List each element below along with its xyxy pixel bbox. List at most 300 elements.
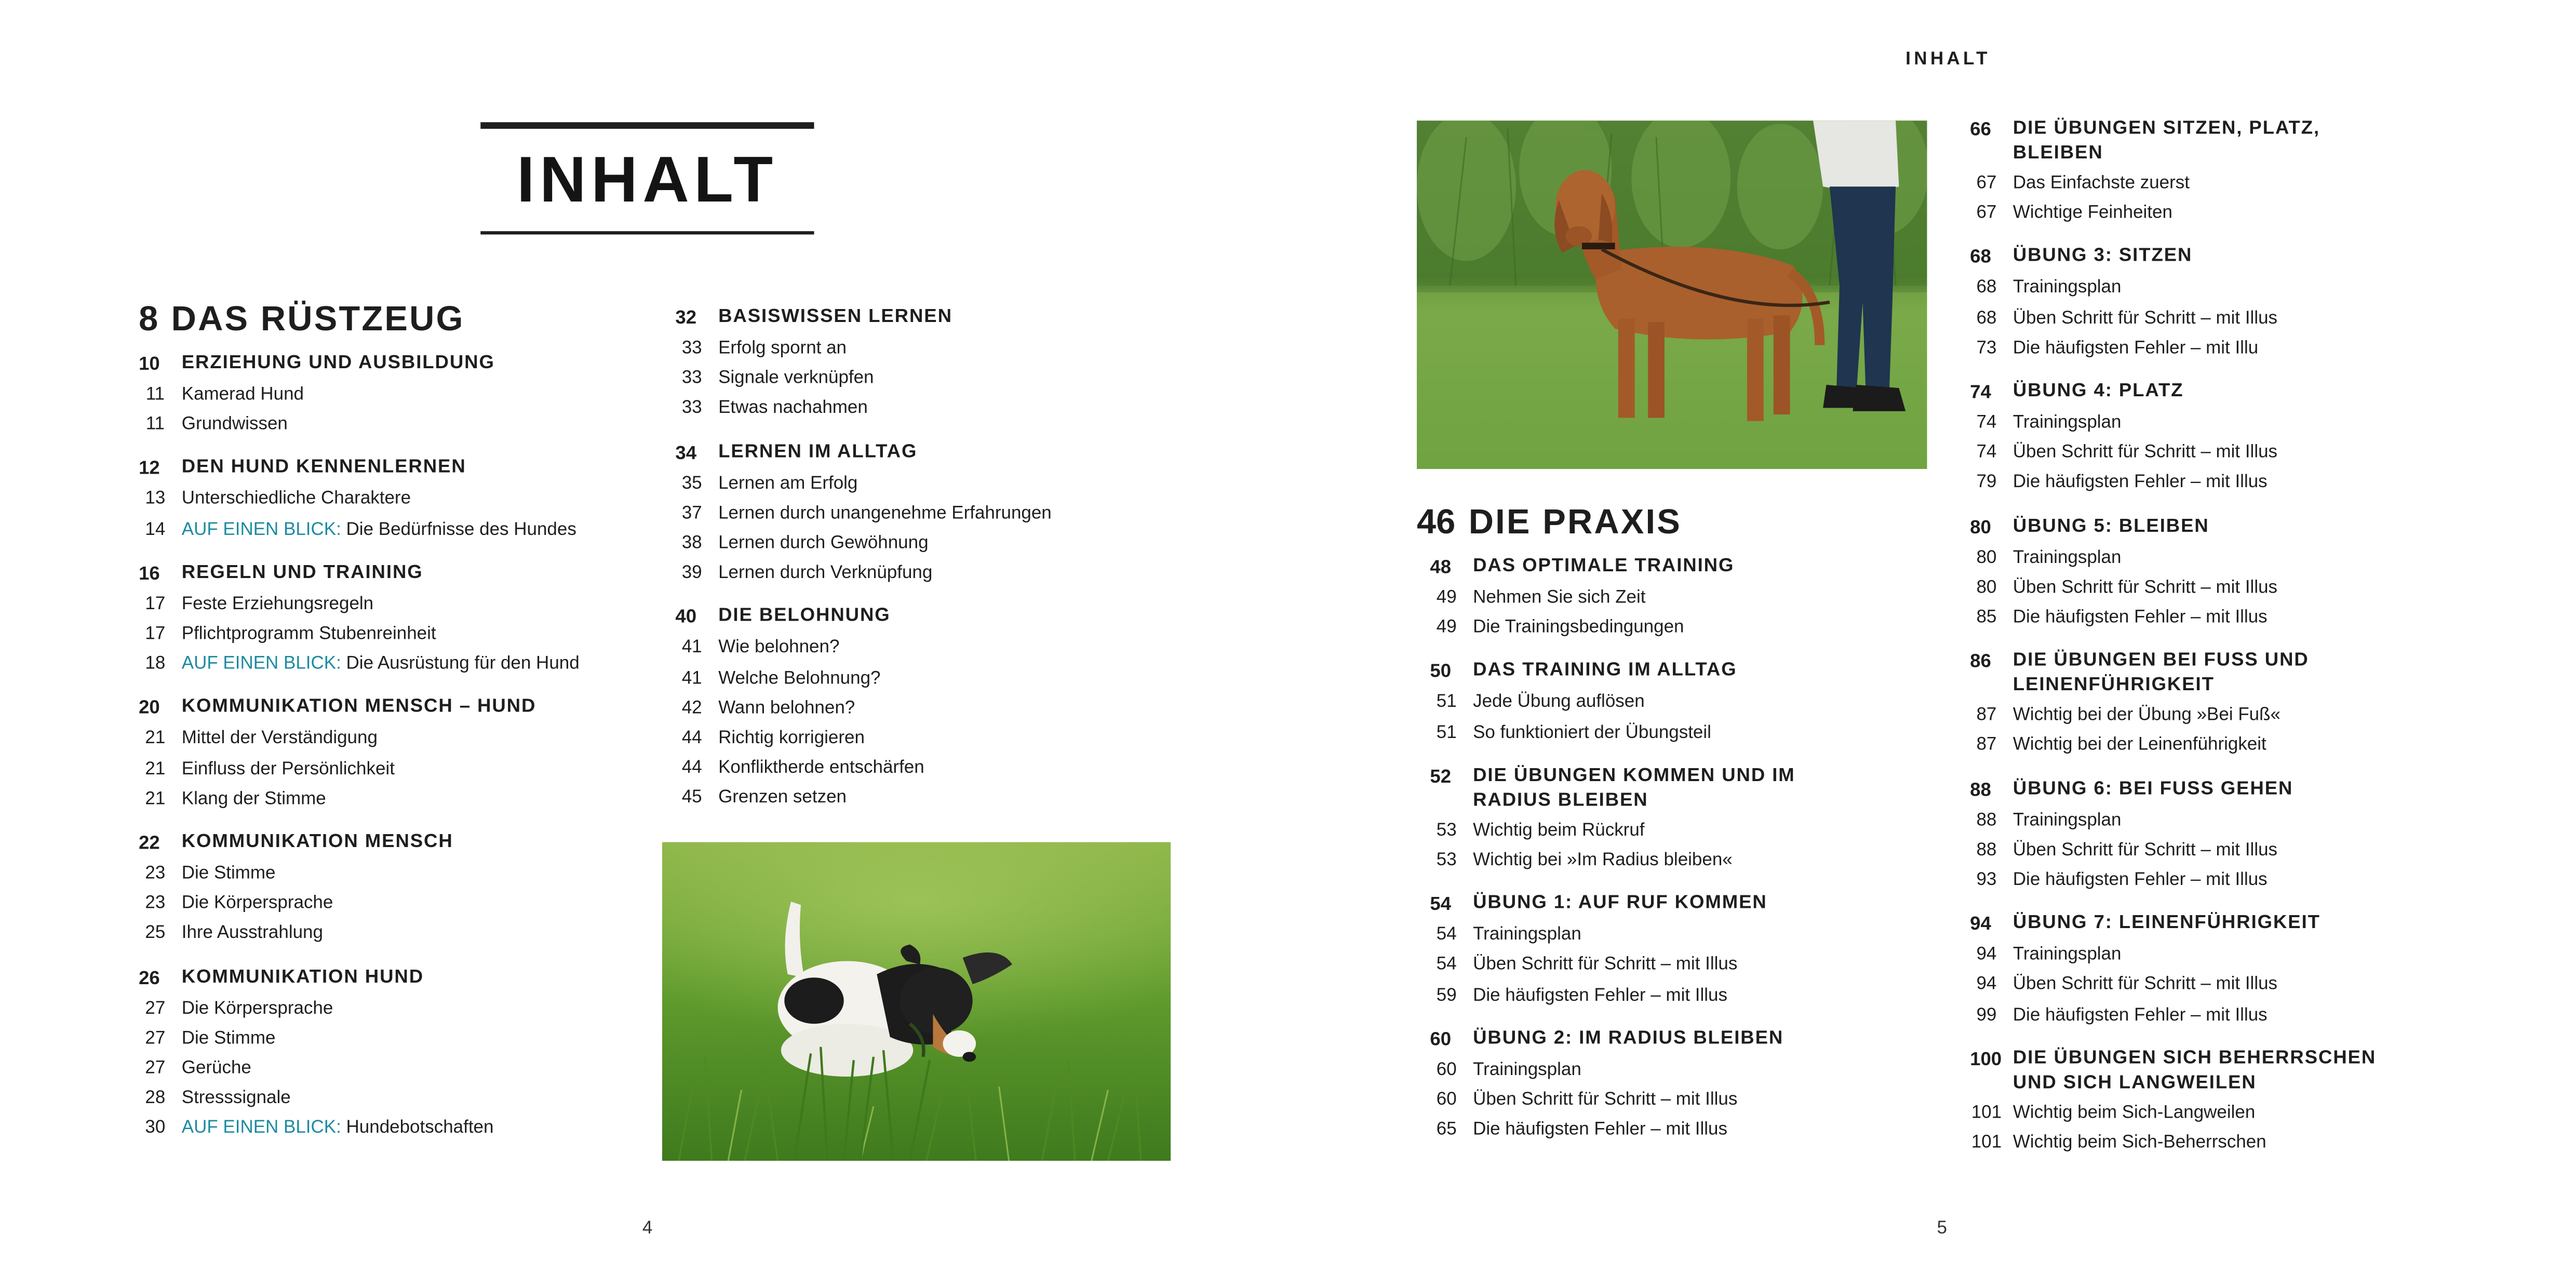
entry-page-number: 88 — [1976, 810, 1997, 830]
entry-title: Die häufigsten Fehler – mit Illus — [2013, 1005, 2268, 1025]
entry-text — [2013, 408, 2122, 438]
toc-entry — [1970, 573, 2465, 603]
toc-entry — [139, 649, 634, 679]
entry-page-number: 67 — [1976, 173, 1997, 193]
toc-entry — [139, 919, 634, 949]
toc-section — [1430, 660, 1925, 748]
toc-section — [1970, 117, 2465, 229]
entry-text — [1473, 688, 1645, 718]
entry-title: Üben Schritt für Schritt – mit Illus — [1473, 1090, 1738, 1110]
section-heading — [139, 696, 634, 722]
toc-section — [1430, 892, 1925, 1011]
entry-page-number: 73 — [1976, 338, 1997, 358]
toc-entry — [1430, 815, 1925, 846]
toc-entry — [1970, 731, 2465, 761]
entry-text — [2013, 273, 2122, 303]
section-page-number: 32 — [675, 308, 697, 329]
part-heading — [1417, 504, 1925, 543]
entry-page-number: 23 — [145, 893, 166, 914]
entry-page-number: 27 — [145, 1028, 166, 1049]
entry-text — [182, 1024, 276, 1054]
section-heading — [1430, 892, 1925, 919]
section-page-number: 52 — [1430, 767, 1452, 788]
section-title: DIE BELOHNUNG — [718, 607, 891, 627]
entry-text — [1473, 950, 1737, 981]
entry-title: Die Stimme — [181, 863, 276, 884]
entry-page-number: 80 — [1976, 578, 1997, 598]
entry-text — [1473, 920, 1581, 950]
entry-title: Trainingsplan — [1473, 1059, 1581, 1080]
puppy-photo — [662, 842, 1171, 1161]
entry-title: So funktioniert der Übungsteil — [1473, 722, 1711, 743]
entry-text — [2013, 1000, 2268, 1030]
entry-page-number: 87 — [1976, 705, 1997, 726]
entry-title: Unterschiedliche Charaktere — [181, 489, 411, 509]
entry-text — [2013, 1098, 2256, 1128]
entry-page-number: 101 — [1971, 1133, 2002, 1153]
toc-entry — [1970, 333, 2465, 364]
entry-title: Mittel der Verständigung — [181, 729, 378, 749]
entry-title: Trainingsplan — [2013, 945, 2122, 965]
entry-title: Lernen durch unangenehme Erfahrungen — [718, 503, 1052, 524]
entry-text — [2013, 805, 2122, 835]
entry-title: Lernen durch Verknüpfung — [718, 563, 933, 584]
entry-page-number: 13 — [145, 489, 166, 509]
entry-title: Wann belohnen? — [718, 698, 855, 718]
entry-title: Die häufigsten Fehler – mit Illus — [2013, 473, 2268, 493]
entry-page-number: 68 — [1976, 278, 1997, 298]
entry-title: Gerüche — [181, 1058, 251, 1079]
toc-entry — [1970, 1000, 2465, 1030]
entry-text — [1473, 1085, 1737, 1115]
entry-title: Pflichtprogramm Stubenreinheit — [181, 624, 436, 645]
toc-entry — [1970, 273, 2465, 303]
entry-page-number: 51 — [1436, 722, 1457, 743]
section-title: ÜBUNG 2: IM RADIUS BLEIBEN — [1473, 1028, 1784, 1049]
entry-page-number: 41 — [681, 668, 702, 688]
section-heading — [1970, 1046, 2465, 1096]
toc-entry — [675, 499, 1171, 529]
part-title: DAS RÜSTZEUG — [171, 300, 465, 339]
entry-text — [2013, 701, 2280, 731]
dog-photo — [1417, 120, 1927, 469]
entry-title: Grundwissen — [181, 414, 288, 435]
toc-section — [1970, 912, 2465, 1030]
entry-text — [2013, 940, 2122, 970]
entry-title: Die häufigsten Fehler – mit Illus — [2013, 608, 2268, 628]
entry-page-number: 35 — [681, 473, 702, 493]
section-page-number: 48 — [1430, 558, 1452, 578]
entry-page-number: 17 — [145, 594, 166, 614]
entry-page-number: 49 — [1436, 618, 1457, 638]
toc-section — [1430, 1027, 1925, 1145]
entry-page-number: 51 — [1436, 692, 1457, 713]
toc-entry — [1430, 846, 1925, 876]
entry-page-number: 53 — [1436, 850, 1457, 870]
section-heading — [675, 440, 1171, 467]
section-title: ÜBUNG 6: BEI FUSS GEHEN — [2013, 779, 2293, 799]
toc-entry — [1970, 408, 2465, 438]
section-page-number: 88 — [1970, 780, 1991, 800]
entry-page-number: 38 — [681, 533, 702, 554]
entry-page-number: 27 — [145, 1058, 166, 1079]
section-page-number: 26 — [139, 969, 160, 989]
toc-section — [139, 561, 634, 679]
entry-text — [182, 1054, 251, 1084]
entry-title: Die häufigsten Fehler – mit Illus — [1473, 1120, 1727, 1140]
toc-section — [1970, 1046, 2465, 1158]
section-heading — [1970, 515, 2465, 541]
entry-text — [2013, 603, 2268, 633]
entry-page-number: 21 — [145, 789, 166, 809]
entry-title: Signale verknüpfen — [718, 368, 874, 388]
section-page-number: 16 — [139, 564, 160, 584]
toc-entry — [1970, 1128, 2465, 1158]
section-heading — [1430, 764, 1925, 814]
toc-entry — [1430, 920, 1925, 950]
entry-text — [2013, 1128, 2266, 1158]
title-rule-top — [480, 122, 814, 129]
toc-entry — [675, 633, 1171, 663]
entry-title: Jede Übung auflösen — [1473, 692, 1645, 713]
toc-column-1 — [139, 301, 634, 1160]
entry-page-number: 33 — [681, 368, 702, 388]
toc-section — [1430, 555, 1925, 643]
entry-page-number: 101 — [1971, 1103, 2002, 1123]
entry-text — [1473, 980, 1727, 1010]
entry-page-number: 79 — [1976, 473, 1997, 493]
entry-text — [718, 468, 857, 499]
section-heading — [139, 965, 634, 992]
toc-entry — [1970, 701, 2465, 731]
section-heading — [1430, 1027, 1925, 1053]
entry-text — [1473, 583, 1645, 613]
entry-page-number: 94 — [1976, 975, 1997, 995]
entry-page-number: 54 — [1436, 955, 1457, 975]
entry-page-number: 33 — [681, 338, 702, 358]
entry-title: Trainingsplan — [2013, 810, 2122, 830]
entry-title: Wichtig beim Sich-Langweilen — [2013, 1103, 2256, 1123]
section-page-number: 94 — [1970, 915, 1991, 935]
entry-title: Die häufigsten Fehler – mit Illu — [2013, 338, 2259, 358]
toc-entry — [1430, 950, 1925, 981]
section-page-number: 100 — [1970, 1050, 2002, 1070]
entry-title: Wichtig beim Sich-Beherrschen — [2013, 1133, 2266, 1153]
toc-entry — [675, 468, 1171, 499]
toc-section — [139, 696, 634, 814]
entry-page-number: 11 — [145, 414, 165, 435]
section-page-number: 34 — [675, 444, 697, 464]
entry-title: Wichtig bei der Leinenführigkeit — [2013, 735, 2266, 756]
entry-text — [718, 333, 847, 364]
entry-text — [1473, 1055, 1581, 1085]
section-title: KOMMUNIKATION MENSCH – HUND — [181, 697, 536, 718]
entry-title: Wichtig bei »Im Radius bleiben« — [1473, 850, 1733, 870]
entry-page-number: 87 — [1976, 735, 1997, 756]
toc-entry — [1970, 438, 2465, 468]
toc-entry — [139, 619, 634, 649]
entry-page-number: 74 — [1976, 412, 1997, 433]
entry-title: Ihre Ausstrahlung — [181, 923, 323, 944]
toc-entry — [139, 754, 634, 784]
entry-text — [1473, 846, 1733, 876]
entry-title: Die Körpersprache — [181, 893, 333, 914]
section-title: LERNEN IM ALLTAG — [718, 441, 918, 462]
entry-title: Erfolg spornt an — [718, 338, 847, 358]
entry-title: Lernen durch Gewöhnung — [718, 533, 929, 554]
section-page-number: 12 — [139, 460, 160, 480]
section-heading — [1970, 380, 2465, 406]
entry-title: Üben Schritt für Schritt – mit Illus — [2013, 975, 2278, 995]
auf-einen-blick-label: AUF EINEN BLICK: — [181, 519, 346, 540]
toc-section — [139, 830, 634, 949]
toc-entry — [139, 1054, 634, 1084]
part-number: 46 — [1416, 503, 1456, 542]
toc-entry — [139, 724, 634, 754]
entry-title: Trainingsplan — [1473, 925, 1581, 945]
entry-title: Konfliktherde entschärfen — [718, 758, 924, 779]
entry-title: Die Körpersprache — [181, 998, 333, 1018]
entry-page-number: 94 — [1976, 945, 1997, 965]
section-page-number: 20 — [139, 699, 160, 719]
entry-page-number: 41 — [681, 638, 702, 658]
toc-section — [675, 305, 1171, 424]
toc-entry — [1430, 688, 1925, 718]
entry-page-number: 99 — [1976, 1005, 1997, 1025]
puppy-in-grass-photo — [662, 842, 1171, 1161]
entry-text — [2013, 573, 2277, 603]
running-head: INHALT — [1906, 49, 1991, 70]
toc-section — [1970, 777, 2465, 895]
section-title: ÜBUNG 3: SITZEN — [2013, 247, 2193, 267]
part-number: 8 — [139, 300, 158, 339]
toc-entry — [675, 754, 1171, 784]
entry-title: Üben Schritt für Schritt – mit Illus — [2013, 308, 2278, 328]
toc-entry — [675, 394, 1171, 424]
entry-text — [182, 619, 436, 649]
entry-page-number: 30 — [145, 1118, 166, 1139]
toc-entry — [1430, 980, 1925, 1010]
title-block — [480, 122, 814, 234]
toc-entry — [1970, 543, 2465, 573]
entry-text — [182, 1084, 291, 1114]
part-heading — [139, 301, 634, 340]
section-page-number: 10 — [139, 355, 160, 375]
section-heading — [675, 605, 1171, 632]
entry-page-number: 54 — [1436, 925, 1457, 945]
section-title: ÜBUNG 4: PLATZ — [2013, 381, 2184, 401]
entry-text — [2013, 865, 2268, 895]
entry-text — [182, 649, 580, 679]
auf-einen-blick-label: AUF EINEN BLICK: — [181, 1118, 346, 1139]
toc-entry — [675, 723, 1171, 754]
entry-page-number: 17 — [145, 624, 166, 645]
entry-title: Hundebotschaften — [346, 1118, 494, 1139]
section-page-number: 66 — [1970, 120, 1991, 141]
entry-text — [718, 499, 1052, 529]
entry-text — [2013, 468, 2268, 498]
entry-title: Trainingsplan — [2013, 547, 2122, 568]
entry-text — [718, 723, 865, 754]
toc-entry — [1430, 1055, 1925, 1085]
toc-section — [1970, 245, 2465, 364]
entry-text — [2013, 835, 2277, 865]
entry-text — [182, 724, 378, 754]
entry-text — [718, 693, 855, 723]
entry-page-number: 18 — [145, 654, 166, 674]
toc-entry — [1970, 970, 2465, 1000]
section-list — [675, 305, 1171, 813]
entry-text — [718, 663, 880, 693]
entry-text — [182, 380, 304, 410]
entry-page-number: 88 — [1976, 840, 1997, 861]
toc-section — [139, 352, 634, 440]
entry-text — [182, 858, 276, 889]
toc-entry — [675, 333, 1171, 364]
toc-entry — [1970, 168, 2465, 198]
page-number-left: 4 — [642, 1218, 653, 1239]
entry-title: Wichtig bei der Übung »Bei Fuß« — [2013, 705, 2280, 726]
entry-text — [718, 528, 928, 558]
section-title: DIE ÜBUNGEN SICH BEHERRSCHEN UND SICH LANGWEILEN — [2013, 1048, 2377, 1093]
entry-text — [718, 558, 932, 588]
toc-entry — [139, 380, 634, 410]
toc-entry — [675, 663, 1171, 693]
section-title: DIE ÜBUNGEN SITZEN, PLATZ, BLEIBEN — [2013, 118, 2320, 164]
section-title: DAS TRAINING IM ALLTAG — [1473, 661, 1737, 681]
section-list — [1430, 555, 1925, 1145]
toc-entry — [1430, 718, 1925, 748]
section-title: ERZIEHUNG UND AUSBILDUNG — [181, 353, 495, 373]
vizsla-on-lead-photo — [1417, 120, 1927, 469]
entry-text — [182, 754, 395, 784]
section-heading — [1970, 649, 2465, 699]
toc-entry — [1430, 1085, 1925, 1115]
toc-entry — [675, 783, 1171, 813]
section-title: DAS OPTIMALE TRAINING — [1473, 556, 1735, 576]
entry-text — [182, 410, 288, 440]
entry-page-number: 80 — [1976, 547, 1997, 568]
toc-section — [1970, 649, 2465, 760]
toc-entry — [675, 528, 1171, 558]
entry-title: Welche Belohnung? — [718, 668, 881, 688]
section-page-number: 86 — [1970, 652, 1991, 673]
entry-text — [2013, 168, 2190, 198]
entry-page-number: 45 — [681, 788, 702, 809]
entry-title: Üben Schritt für Schritt – mit Illus — [2013, 840, 2278, 861]
section-page-number: 60 — [1430, 1030, 1452, 1050]
toc-entry — [139, 485, 634, 515]
entry-page-number: 21 — [145, 729, 166, 749]
toc-entry — [675, 693, 1171, 723]
entry-page-number: 44 — [681, 728, 702, 748]
section-title: BASISWISSEN LERNEN — [718, 307, 952, 327]
entry-page-number: 23 — [145, 863, 166, 884]
entry-title: Üben Schritt für Schritt – mit Illus — [2013, 578, 2278, 598]
entry-text — [182, 889, 333, 919]
entry-page-number: 65 — [1436, 1120, 1457, 1140]
entry-text — [182, 485, 411, 515]
entry-text — [182, 994, 333, 1024]
entry-title: Üben Schritt für Schritt – mit Illus — [2013, 442, 2278, 463]
entry-page-number: 60 — [1436, 1090, 1457, 1110]
entry-page-number: 53 — [1436, 820, 1457, 840]
toc-section — [1970, 380, 2465, 498]
toc-section — [675, 605, 1171, 813]
entry-page-number: 59 — [1436, 985, 1457, 1005]
section-title: ÜBUNG 5: BLEIBEN — [2013, 516, 2209, 536]
entry-title: Einfluss der Persönlichkeit — [181, 759, 395, 779]
entry-title: Die Trainingsbedingungen — [1473, 618, 1684, 638]
toc-entry — [139, 858, 634, 889]
section-heading — [139, 352, 634, 378]
section-title: ÜBUNG 7: LEINENFÜHRIGKEIT — [2013, 914, 2320, 934]
section-title: DEN HUND KENNENLERNEN — [181, 458, 466, 478]
toc-section — [139, 965, 634, 1144]
entry-title: Kamerad Hund — [181, 384, 304, 405]
entry-text — [1473, 718, 1711, 748]
entry-page-number: 68 — [1976, 308, 1997, 328]
entry-page-number: 27 — [145, 998, 166, 1018]
toc-entry — [1970, 603, 2465, 633]
section-heading — [1430, 660, 1925, 686]
section-heading — [139, 457, 634, 483]
toc-entry — [1430, 1115, 1925, 1145]
entry-text — [182, 784, 326, 814]
toc-column-2 — [675, 305, 1171, 830]
entry-title: Wichtig beim Rückruf — [1473, 820, 1645, 840]
entry-page-number: 74 — [1976, 442, 1997, 463]
section-list — [1970, 117, 2465, 1158]
entry-page-number: 60 — [1436, 1059, 1457, 1080]
toc-entry — [1970, 198, 2465, 229]
part-title: DIE PRAXIS — [1468, 503, 1682, 542]
section-title: KOMMUNIKATION MENSCH — [181, 832, 453, 852]
toc-entry — [1970, 303, 2465, 333]
entry-page-number: 33 — [681, 398, 702, 419]
toc-section — [1970, 515, 2465, 633]
entry-page-number: 93 — [1976, 870, 1997, 890]
entry-page-number: 28 — [145, 1089, 166, 1109]
entry-text — [2013, 198, 2172, 229]
entry-text — [718, 364, 874, 394]
entry-text — [2013, 543, 2122, 573]
section-heading — [1970, 777, 2465, 803]
toc-entry — [139, 784, 634, 814]
page-title: INHALT — [517, 145, 778, 217]
entry-text — [1473, 815, 1644, 846]
toc-section — [139, 457, 634, 545]
toc-entry — [1430, 583, 1925, 613]
entry-title: Üben Schritt für Schritt – mit Illus — [1473, 955, 1738, 975]
section-heading — [139, 830, 634, 857]
toc-entry — [139, 1113, 634, 1144]
entry-title: Die Ausrüstung für den Hund — [346, 654, 580, 674]
entry-title: Etwas nachahmen — [718, 398, 868, 419]
toc-entry — [1970, 835, 2465, 865]
toc-entry — [139, 410, 634, 440]
entry-page-number: 85 — [1976, 608, 1997, 628]
entry-text — [182, 589, 373, 619]
section-title: DIE ÜBUNGEN BEI FUSS UND LEINENFÜHRIGKEIT — [2013, 651, 2309, 696]
entry-text — [1473, 1115, 1727, 1145]
toc-entry — [139, 589, 634, 619]
entry-page-number: 67 — [1976, 203, 1997, 223]
entry-text — [2013, 303, 2277, 333]
entry-page-number: 42 — [681, 698, 702, 718]
entry-text — [2013, 970, 2277, 1000]
toc-entry — [675, 558, 1171, 588]
